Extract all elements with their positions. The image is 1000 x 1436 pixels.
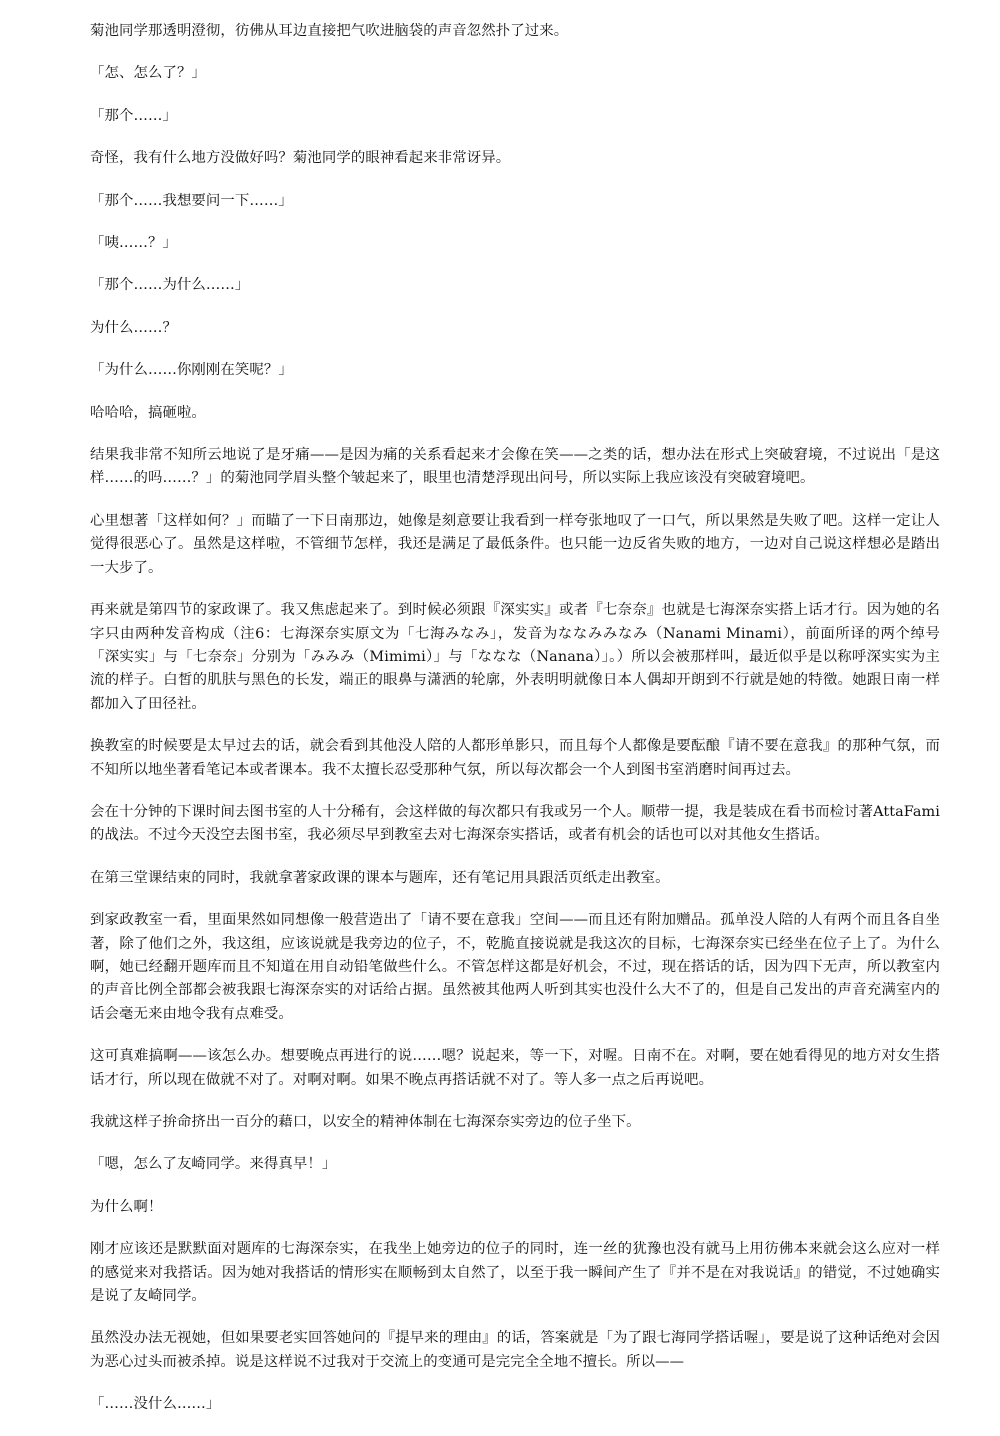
paragraph: 奇怪，我有什么地方没做好吗？菊池同学的眼神看起来非常讶异。 xyxy=(90,150,511,167)
paragraph: 刚才应该还是默默面对题库的七海深奈实，在我坐上她旁边的位子的同时，连一丝的犹豫也没有就马上用彷佛本来就会这么应对一样的感觉来对我搭话。因为她对我搭话的情形实在顺畅到太自然了，以至于我一瞬间产生了『并不是在对我说话』的错觉，不过她确实是说了友崎同学。 xyxy=(90,1241,940,1305)
paragraph: 再来就是第四节的家政课了。我又焦虑起来了。到时候必须跟『深实实』或者『七奈奈』也就是七海深奈实搭上话才行。因为她的名字只由两种发音构成（注6：七海深奈实原文为「七海みなみ」，发音为ななみみなみ（Nanami Minami），前面所译的两个绰号「深实实」与「七奈奈」分别为「みみみ（Mimimi）」与「ななな（Nanana）」。）所以会被那样叫，最近似乎是以称呼深实实为主流的样子。白皙的肌肤与黑色的长发，端正的眼鼻与潇洒的轮廓，外表明明就像日本人偶却开朗到不行就是她的特徵。她跟日南一样都加入了田径社。 xyxy=(90,602,940,712)
paragraph: 在第三堂课结束的同时，我就拿著家政课的课本与题库，还有笔记用具跟活页纸走出教室。 xyxy=(90,869,670,886)
paragraph: 「……没什么……」 xyxy=(90,1396,221,1413)
paragraph: 我就这样子拚命挤出一百分的藉口，以安全的精神体制在七海深奈实旁边的位子坐下。 xyxy=(90,1114,641,1130)
paragraph: 结果我非常不知所云地说了是牙痛——是因为痛的关系看起来才会像在笑——之类的话，想办法在形式上突破窘境，不过说出「是这样……的吗……？」的菊池同学眉头整个皱起来了，眼里也清楚浮现出问号，所以实际上我应该没有突破窘境吧。 xyxy=(90,447,940,487)
paragraph: 虽然没办法无视她，但如果要老实回答她问的『提早来的理由』的话，答案就是「为了跟七海同学搭话喔」，要是说了这种话绝对会因为恶心过头而被杀掉。说是这样说不过我对于交流上的变通可是完完全全地不擅长。所以—— xyxy=(90,1330,940,1370)
paragraph: 菊池同学那透明澄彻，彷佛从耳边直接把气吹进脑袋的声音忽然扑了过来。 xyxy=(90,23,569,39)
paragraph: 「咦……？」 xyxy=(90,235,177,252)
paragraph: 到家政教室一看，里面果然如同想像一般营造出了「请不要在意我」空间——而且还有附加赠品。孤单没人陪的人有两个而且各自坐著，除了他们之外，我这组，应该说就是我旁边的位子，不，乾脆直接说就是我这次的目标，七海深奈实已经坐在位子上了。为什么啊，她已经翻开题库而且不知道在用自动铅笔做些什么。不管怎样这都是好机会，不过，现在搭话的话，因为四下无声，所以教室内的声音比例全部都会被我跟七海深奈实的对话给占据。虽然被其他两人听到其实也没什么大不了的，但是自己发出的声音充满室内的话会毫无来由地令我有点难受。 xyxy=(90,912,940,1022)
document-body xyxy=(90,20,940,1436)
paragraph: 心里想著「这样如何？」而瞄了一下日南那边，她像是刻意要让我看到一样夸张地叹了一口气，所以果然是失败了吧。这样一定让人觉得很恶心了。虽然是这样啦，不管细节怎样，我还是满足了最低条件。也只能一边反省失败的地方，一边对自己说这样想必是踏出一大步了。 xyxy=(90,512,940,576)
paragraph: 会在十分钟的下课时间去图书室的人十分稀有，会这样做的每次都只有我或另一个人。顺带一提，我是装成在看书而检讨著AttaFami的战法。不过今天没空去图书室，我必须尽早到教室去对七海深奈实搭话，或者有机会的话也可以对其他女生搭话。 xyxy=(90,803,940,844)
paragraph: 「为什么……你刚刚在笑呢？」 xyxy=(90,362,293,379)
paragraph: 换教室的时候要是太早过去的话，就会看到其他没人陪的人都形单影只，而且每个人都像是要酝酿『请不要在意我』的那种气氛，而不知所以地坐著看笔记本或者课本。我不太擅长忍受那种气氛，所以每次都会一个人到图书室消磨时间再过去。 xyxy=(90,738,940,778)
paragraph: 「那个……我想要问一下……」 xyxy=(90,192,293,209)
paragraph: 为什么……？ xyxy=(90,319,177,336)
paragraph: 「那个……」 xyxy=(90,107,177,124)
paragraph: 哈哈哈，搞砸啦。 xyxy=(90,404,206,421)
paragraph: 为什么啊！ xyxy=(90,1198,163,1215)
paragraph: 「怎、怎么了？」 xyxy=(90,65,206,82)
paragraph: 「那个……为什么……」 xyxy=(90,277,250,294)
paragraph: 「嗯，怎么了友崎同学。来得真早！」 xyxy=(90,1156,337,1173)
paragraph: 这可真难搞啊——该怎么办。想要晚点再进行的说……嗯？说起来，等一下，对喔。日南不在。对啊，要在她看得见的地方对女生搭话才行，所以现在做就不对了。对啊对啊。如果不晚点再搭话就不对了。等人多一点之后再说吧。 xyxy=(90,1048,940,1088)
